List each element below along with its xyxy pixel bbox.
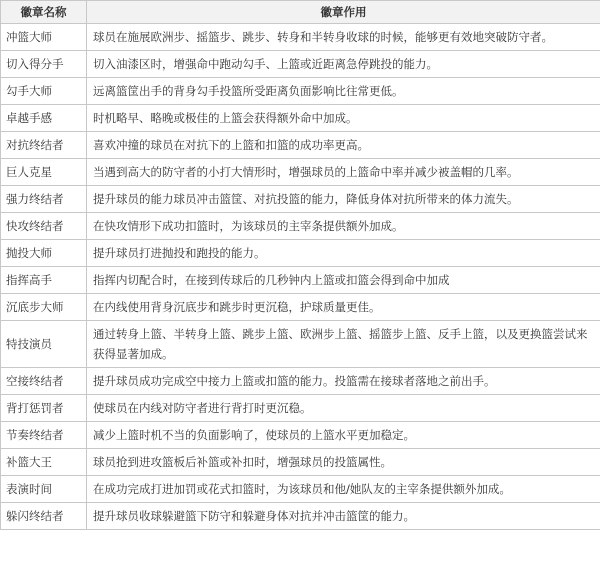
table-row [1,294,600,321]
table-row [1,240,600,267]
table-row [1,78,600,105]
table-row [1,476,600,503]
badge-effect-cell: 在内线使用背身沉底步和跳步时更沉稳，护球质量更佳。 [87,294,600,321]
badge-effect-cell: 提升球员打进抛投和跑投的能力。 [87,240,600,267]
table-row [1,395,600,422]
table-row [1,321,600,368]
badge-effect-cell: 远离篮筐出手的背身勾手投篮所受距离负面影响比往常更低。 [87,78,600,105]
badge-name-cell: 对抗终结者 [1,132,87,159]
badge-effect-cell: 在成功完成打进加罚或花式扣篮时，为该球员和他/她队友的主宰条提供额外加成。 [87,476,600,503]
badge-name-cell: 节奏终结者 [1,422,87,449]
badge-name-cell: 强力终结者 [1,186,87,213]
table-row [1,449,600,476]
table-row [1,503,600,530]
table-row [1,159,600,186]
badge-effect-cell: 提升球员成功完成空中接力上篮或扣篮的能力。投篮需在接球者落地之前出手。 [87,368,600,395]
badge-effect-cell: 喜欢冲撞的球员在对抗下的上篮和扣篮的成功率更高。 [87,132,600,159]
badge-effect-cell: 当遇到高大的防守者的小打大情形时，增强球员的上篮命中率并减少被盖帽的几率。 [87,159,600,186]
badge-name-cell: 特技演员 [1,321,87,368]
badge-name-cell: 躲闪终结者 [1,503,87,530]
table-row [1,186,600,213]
badge-effect-cell: 提升球员收球躲避篮下防守和躲避身体对抗并冲击篮筐的能力。 [87,503,600,530]
badge-name-cell: 卓越手感 [1,105,87,132]
badge-effect-cell: 球员抢到进攻篮板后补篮或补扣时，增强球员的投篮属性。 [87,449,600,476]
badge-effect-cell: 时机略早、略晚或极佳的上篮会获得额外命中加成。 [87,105,600,132]
badge-name-cell: 表演时间 [1,476,87,503]
badge-name-cell: 快攻终结者 [1,213,87,240]
badge-name-cell: 勾手大师 [1,78,87,105]
header-badge-name: 徽章名称 [1,1,87,24]
badge-effect-cell: 指挥内切配合时，在接到传球后的几秒钟内上篮或扣篮会得到命中加成 [87,267,600,294]
table-row [1,368,600,395]
table-row [1,422,600,449]
badge-name-cell: 抛投大师 [1,240,87,267]
badge-effect-cell: 球员在施展欧洲步、摇篮步、跳步、转身和半转身收球的时候，能够更有效地突破防守者。 [87,24,600,51]
badge-effect-cell: 在快攻情形下成功扣篮时，为该球员的主宰条提供额外加成。 [87,213,600,240]
badge-name-cell: 补篮大王 [1,449,87,476]
table-row [1,267,600,294]
table-header-row [1,1,600,24]
badge-name-cell: 空接终结者 [1,368,87,395]
table-row [1,213,600,240]
badge-effect-cell: 使球员在内线对防守者进行背打时更沉稳。 [87,395,600,422]
badge-name-cell: 巨人克星 [1,159,87,186]
badge-name-cell: 背打惩罚者 [1,395,87,422]
badge-effect-cell: 切入油漆区时，增强命中跑动勾手、上篮或近距离急停跳投的能力。 [87,51,600,78]
table-row [1,51,600,78]
badge-name-cell: 沉底步大师 [1,294,87,321]
badge-effect-cell: 通过转身上篮、半转身上篮、跳步上篮、欧洲步上篮、摇篮步上篮、反手上篮，以及更换篮尝试来获得显著加成。 [87,321,600,368]
table-row [1,132,600,159]
badge-name-cell: 指挥高手 [1,267,87,294]
table-row [1,24,600,51]
badge-effect-cell: 减少上篮时机不当的负面影响了，使球员的上篮水平更加稳定。 [87,422,600,449]
table-row [1,105,600,132]
badge-name-cell: 切入得分手 [1,51,87,78]
badge-effect-cell: 提升球员的能力球员冲击篮筐、对抗投篮的能力，降低身体对抗所带来的体力流失。 [87,186,600,213]
badge-name-cell: 冲篮大师 [1,24,87,51]
header-badge-effect: 徽章作用 [87,1,600,24]
